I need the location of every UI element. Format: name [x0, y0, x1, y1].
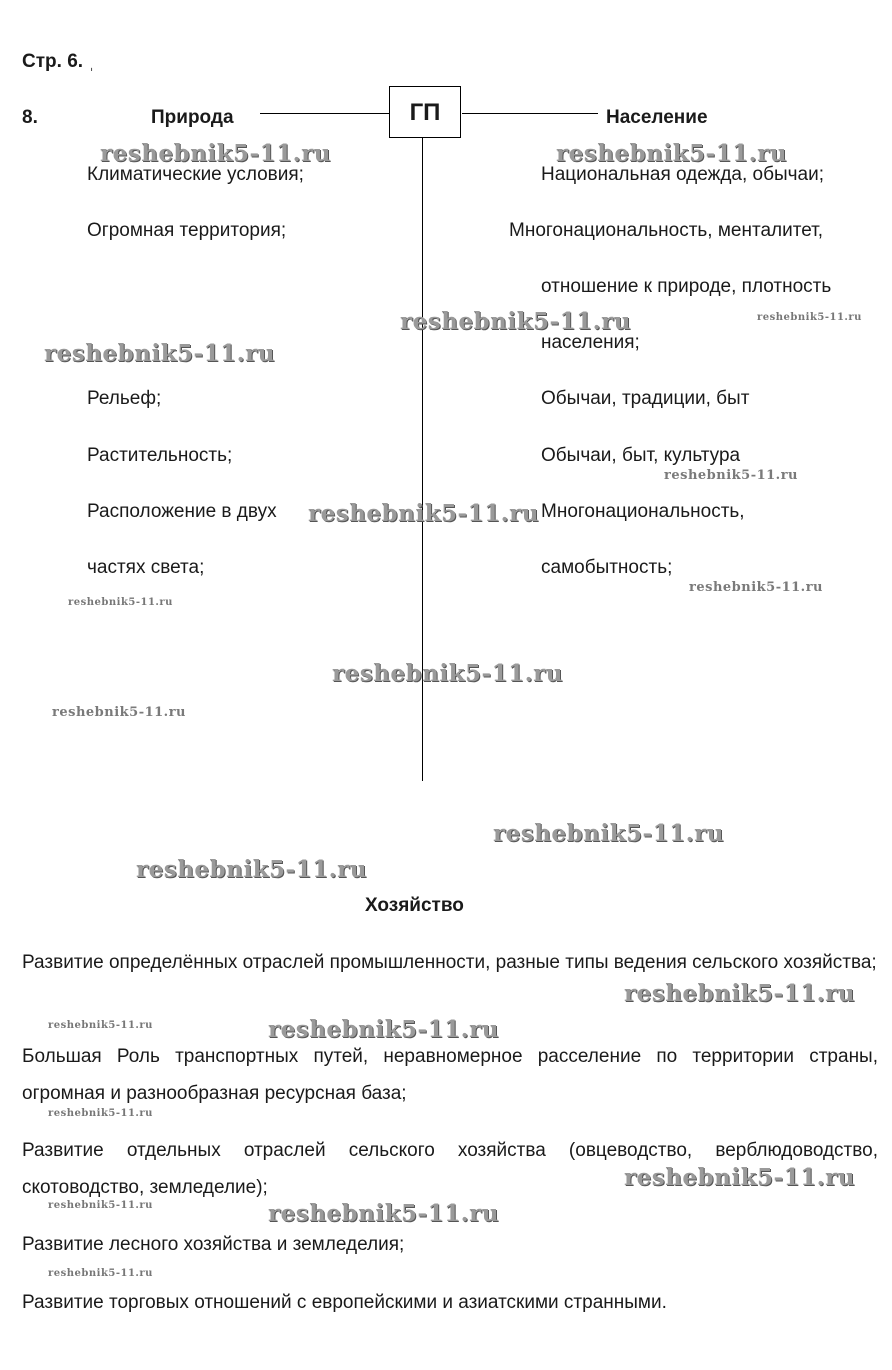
population-heading: Население	[606, 107, 708, 128]
population-item: Обычаи, традиции, быт	[541, 388, 750, 409]
watermark: reshebnik5-11.ru	[308, 500, 539, 527]
watermark: reshebnik5-11.ru	[689, 580, 824, 595]
population-item: Национальная одежда, обычаи;	[541, 164, 824, 185]
nature-item: Огромная территория;	[87, 220, 287, 241]
nature-item: Рельеф;	[87, 388, 162, 409]
watermark: reshebnik5-11.ru	[624, 1164, 855, 1191]
nature-item: Климатические условия;	[87, 164, 304, 185]
watermark: reshebnik5-11.ru	[268, 1200, 499, 1227]
watermark: reshebnik5-11.ru	[48, 1200, 153, 1211]
economy-paragraph: Развитие отдельных отраслей сельского хозяйства (овцеводство, верблюдоводство, скотоводство, земледелие);	[22, 1140, 878, 1198]
watermark: reshebnik5-11.ru	[48, 1108, 153, 1119]
task-number: 8.	[22, 107, 38, 128]
population-item: отношение к природе, плотность	[541, 276, 832, 297]
population-item: Обычаи, быт, культура	[541, 445, 741, 466]
economy-paragraph: Развитие лесного хозяйства и земледелия;	[22, 1234, 405, 1255]
nature-item: Растительность;	[87, 445, 233, 466]
nature-item: Расположение в двух	[87, 501, 277, 522]
page-reference: Стр. 6. ˌ	[22, 51, 95, 72]
connector-right	[462, 113, 598, 114]
watermark: reshebnik5-11.ru	[493, 820, 724, 847]
population-item: Многонациональность, менталитет,	[509, 220, 824, 241]
watermark: reshebnik5-11.ru	[664, 468, 799, 483]
population-item: самобытность;	[541, 557, 673, 578]
watermark: reshebnik5-11.ru	[624, 980, 855, 1007]
watermark: reshebnik5-11.ru	[556, 140, 787, 167]
economy-paragraph: Большая Роль транспортных путей, неравномерное расселение по территории страны, огромная и разнообразная ресурсная база;	[22, 1046, 878, 1104]
watermark: reshebnik5-11.ru	[400, 308, 631, 335]
connector-left	[260, 113, 389, 114]
watermark: reshebnik5-11.ru	[268, 1016, 499, 1043]
economy-paragraph: Развитие определённых отраслей промышленности, разные типы ведения сельского хозяйства;	[22, 952, 877, 973]
nature-heading: Природа	[151, 107, 234, 128]
watermark: reshebnik5-11.ru	[136, 856, 367, 883]
watermark: reshebnik5-11.ru	[100, 140, 331, 167]
watermark: reshebnik5-11.ru	[48, 1268, 153, 1279]
economy-heading: Хозяйство	[365, 895, 464, 916]
nature-item: частях света;	[87, 557, 205, 578]
watermark: reshebnik5-11.ru	[332, 660, 563, 687]
population-item: населения;	[541, 332, 640, 353]
gp-box: ГП	[389, 86, 461, 138]
watermark: reshebnik5-11.ru	[68, 597, 173, 608]
watermark: reshebnik5-11.ru	[52, 705, 187, 720]
economy-paragraph: Развитие торговых отношений с европейскими и азиатскими странными.	[22, 1292, 667, 1313]
watermark: reshebnik5-11.ru	[48, 1020, 153, 1031]
watermark: reshebnik5-11.ru	[44, 340, 275, 367]
watermark: reshebnik5-11.ru	[757, 312, 862, 323]
population-item: Многонациональность,	[541, 501, 745, 522]
